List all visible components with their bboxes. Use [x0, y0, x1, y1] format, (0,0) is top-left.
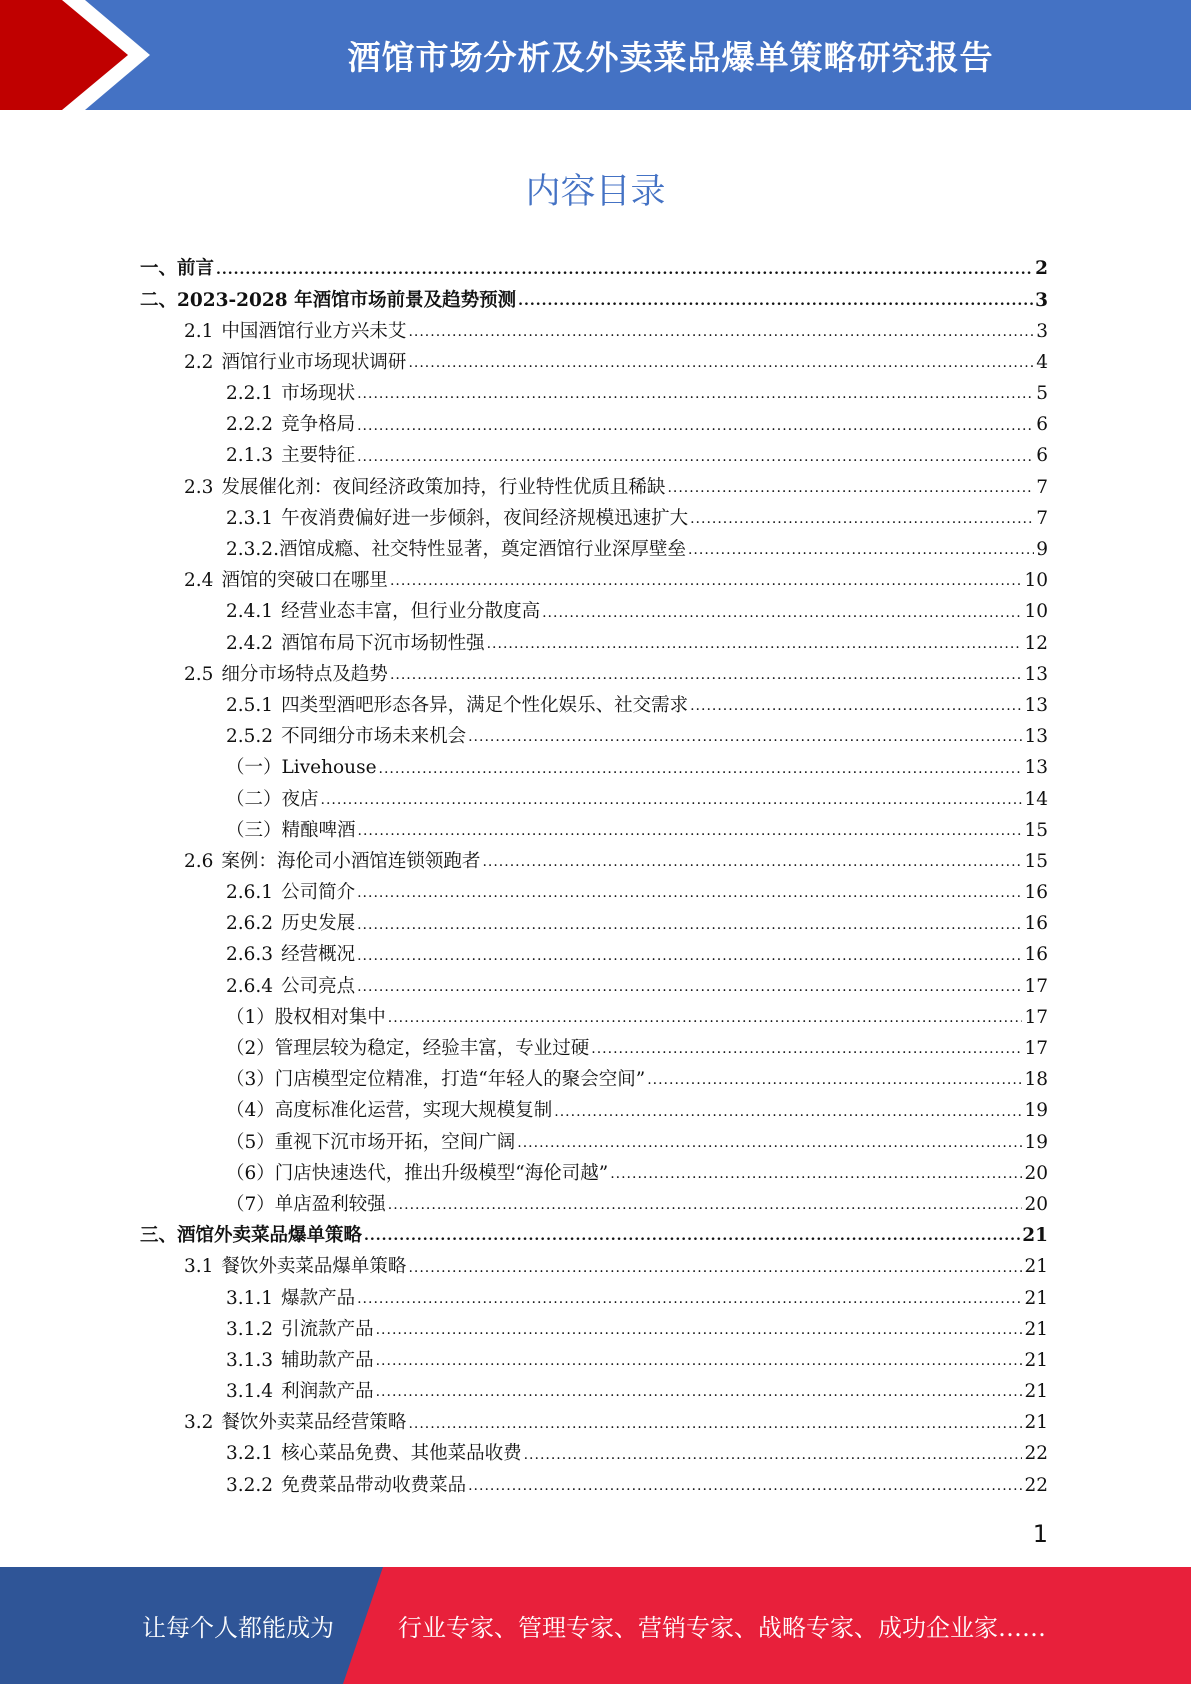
- toc-entry-title: （三）精酿啤酒: [226, 819, 356, 841]
- toc-entry[interactable]: [140, 504, 1048, 535]
- toc-entry-number: 2.3: [184, 476, 214, 498]
- toc-entry-page: 21: [1024, 1287, 1048, 1309]
- toc-entry-page: 19: [1024, 1131, 1048, 1153]
- toc-entry-number: 2.4.1: [226, 601, 274, 623]
- toc-entry[interactable]: [140, 1252, 1048, 1283]
- toc-leader-dots: [364, 1229, 1020, 1243]
- toc-entry-page: 21: [1024, 1318, 1048, 1340]
- toc-entry-title: （一）Livehouse: [226, 757, 377, 779]
- toc-entry-title: 经营概况: [281, 944, 356, 966]
- toc-entry-page: 13: [1024, 757, 1048, 779]
- toc-entry-title: （4）高度标准化运营，实现大规模复制: [226, 1100, 553, 1122]
- toc-entry-title: 市场现状: [281, 383, 356, 405]
- toc-entry-number: 2.2.1: [226, 383, 274, 405]
- toc-entry-title: 辅助款产品: [281, 1349, 374, 1371]
- toc-leader-dots: [357, 387, 1034, 401]
- toc-entry-title: （二）夜店: [226, 788, 319, 810]
- toc-entry[interactable]: [140, 379, 1048, 410]
- toc-leader-dots: [321, 793, 1023, 807]
- toc-entry-page: 3: [1035, 289, 1048, 311]
- toc-entry-title: 2023-2028 年酒馆市场前景及趋势预测: [177, 289, 517, 311]
- toc-entry-title: 餐饮外卖菜品爆单策略: [221, 1256, 407, 1278]
- toc-entry-title: （3）门店模型定位精准，打造“年轻人的聚会空间”: [226, 1069, 646, 1091]
- toc-entry-title: 发展催化剂：夜间经济政策加持，行业特性优质且稀缺: [221, 476, 666, 498]
- toc-entry-page: 21: [1024, 1349, 1048, 1371]
- toc-heading: 内容目录: [525, 172, 666, 212]
- report-title: 酒馆市场分析及外卖菜品爆单策略研究报告: [347, 37, 994, 77]
- toc-entry-page: 10: [1024, 601, 1048, 623]
- toc-entry-title: （5）重视下沉市场开拓，空间广阔: [226, 1131, 516, 1153]
- toc-entry[interactable]: [140, 815, 1048, 846]
- toc-entry[interactable]: [140, 1190, 1048, 1221]
- toc-leader-dots: [591, 1042, 1022, 1056]
- toc-entry[interactable]: [140, 1065, 1048, 1096]
- toc-entry-title: 竞争格局: [281, 414, 356, 436]
- toc-entry-number: 2.1: [184, 320, 214, 342]
- toc-leader-dots: [357, 419, 1034, 433]
- header-banner: [0, 0, 1191, 110]
- toc-entry-number: 二、: [140, 289, 178, 311]
- toc-entry-page: 22: [1024, 1443, 1048, 1465]
- toc-entry-number: 3.2.1: [226, 1443, 274, 1465]
- toc-entry-number: 2.5.2: [226, 726, 274, 748]
- toc-entry-title: 前言: [177, 258, 215, 280]
- toc-entry-page: 4: [1036, 351, 1048, 373]
- toc-leader-dots: [667, 481, 1034, 495]
- toc-entry-page: 2: [1035, 258, 1048, 280]
- toc-leader-dots: [358, 824, 1023, 838]
- toc-entry-title: 经营业态丰富，但行业分散度高: [281, 601, 541, 623]
- toc-leader-dots: [468, 730, 1022, 744]
- toc-leader-dots: [647, 1073, 1022, 1087]
- toc-leader-dots: [518, 294, 1033, 308]
- toc-entry[interactable]: [140, 909, 1048, 940]
- toc-entry[interactable]: [140, 691, 1048, 722]
- toc-entry-number: 三、: [140, 1225, 178, 1247]
- toc-entry-title: 不同细分市场未来机会: [281, 726, 467, 748]
- toc-entry-title: （6）门店快速迭代，推出升级模型“海伦司越”: [226, 1162, 609, 1184]
- toc-leader-dots: [408, 1417, 1022, 1431]
- toc-leader-dots: [388, 1198, 1023, 1212]
- toc-leader-dots: [554, 1105, 1022, 1119]
- toc-entry-page: 7: [1036, 476, 1048, 498]
- toc-leader-dots: [376, 1385, 1023, 1399]
- toc-leader-dots: [517, 1136, 1022, 1150]
- toc-entry[interactable]: [140, 1346, 1048, 1377]
- toc-entry[interactable]: [140, 1003, 1048, 1034]
- toc-leader-dots: [524, 1448, 1023, 1462]
- toc-entry-title: 四类型酒吧形态各异，满足个性化娱乐、社交需求: [281, 694, 689, 716]
- toc-entry-number: 3.2.2: [226, 1474, 274, 1496]
- toc-entry-page: 17: [1024, 1006, 1048, 1028]
- toc-leader-dots: [379, 762, 1023, 776]
- toc-entry-page: 9: [1036, 539, 1048, 561]
- toc-entry-title: 利润款产品: [281, 1381, 374, 1403]
- toc-entry-title: 酒馆外卖菜品爆单策略: [177, 1225, 363, 1247]
- toc-entry-title: （2）管理层较为稳定，经验丰富，专业过硬: [226, 1038, 590, 1060]
- toc-entry[interactable]: [140, 535, 1048, 566]
- toc-entry-page: 3: [1036, 320, 1048, 342]
- toc-entry-title: 历史发展: [281, 913, 356, 935]
- toc-leader-dots: [542, 606, 1022, 620]
- toc-leader-dots: [408, 356, 1034, 370]
- toc-entry-number: 2.4: [184, 570, 214, 592]
- toc-entry-number: 2.2: [184, 351, 214, 373]
- toc-entry-page: 17: [1024, 975, 1048, 997]
- toc-entry[interactable]: [140, 659, 1048, 690]
- footer-slogan-right: 行业专家、管理专家、营销专家、战略专家、成功企业家……: [398, 1614, 1046, 1642]
- toc-leader-dots: [357, 450, 1034, 464]
- toc-entry[interactable]: [140, 566, 1048, 597]
- toc-entry-page: 13: [1024, 694, 1048, 716]
- toc-entry[interactable]: [140, 1096, 1048, 1127]
- toc-entry-page: 20: [1024, 1193, 1048, 1215]
- toc-entry[interactable]: [140, 1158, 1048, 1189]
- toc-entry[interactable]: [140, 1283, 1048, 1314]
- toc-leader-dots: [390, 668, 1023, 682]
- toc-entry[interactable]: [140, 1314, 1048, 1345]
- toc-leader-dots: [388, 1011, 1023, 1025]
- toc-entry-title: 公司简介: [281, 882, 356, 904]
- toc-leader-dots: [690, 699, 1022, 713]
- toc-entry[interactable]: [140, 784, 1048, 815]
- toc-entry-number: 3.1.4: [226, 1381, 274, 1403]
- toc-entry-title: 免费菜品带动收费菜品: [281, 1474, 467, 1496]
- toc-entry[interactable]: [140, 940, 1048, 971]
- toc-entry-page: 15: [1024, 850, 1048, 872]
- toc-entry-page: 19: [1024, 1100, 1048, 1122]
- toc-entry-number: 3.1.1: [226, 1287, 274, 1309]
- toc-entry[interactable]: [140, 348, 1048, 379]
- page-number: 1: [1032, 1520, 1048, 1548]
- toc-entry-page: 18: [1024, 1069, 1048, 1091]
- toc-entry-title: 午夜消费偏好进一步倾斜，夜间经济规模迅速扩大: [281, 507, 689, 529]
- toc-entry[interactable]: [140, 316, 1048, 347]
- toc-leader-dots: [357, 949, 1022, 963]
- table-of-contents: [140, 254, 1048, 1502]
- toc-entry-number: 2.6.2: [226, 913, 274, 935]
- toc-entry-number: 2.2.2: [226, 414, 274, 436]
- toc-entry-page: 21: [1024, 1412, 1048, 1434]
- toc-entry-page: 5: [1036, 383, 1048, 405]
- toc-leader-dots: [390, 574, 1023, 588]
- toc-entry-page: 17: [1024, 1038, 1048, 1060]
- toc-entry[interactable]: [140, 847, 1048, 878]
- toc-entry-page: 21: [1022, 1225, 1048, 1247]
- toc-entry-title: 酒馆的突破口在哪里: [221, 570, 388, 592]
- toc-leader-dots: [487, 637, 1023, 651]
- toc-entry-title: 中国酒馆行业方兴未艾: [221, 320, 407, 342]
- toc-entry[interactable]: [140, 1470, 1048, 1501]
- toc-leader-dots: [357, 886, 1022, 900]
- toc-entry[interactable]: [140, 1439, 1048, 1470]
- toc-entry[interactable]: [140, 722, 1048, 753]
- toc-entry-number: 2.6.1: [226, 882, 274, 904]
- toc-entry[interactable]: [140, 1127, 1048, 1158]
- toc-entry-number: 一、: [140, 258, 178, 280]
- toc-entry-page: 6: [1036, 414, 1048, 436]
- toc-entry-page: 14: [1024, 788, 1048, 810]
- toc-entry-number: 3.1: [184, 1256, 214, 1278]
- toc-leader-dots: [357, 918, 1022, 932]
- toc-leader-dots: [216, 263, 1033, 277]
- toc-entry-title: 酒馆行业市场现状调研: [221, 351, 407, 373]
- toc-entry[interactable]: [140, 878, 1048, 909]
- toc-leader-dots: [408, 1261, 1022, 1275]
- toc-entry-title: （1）股权相对集中: [226, 1006, 386, 1028]
- toc-entry[interactable]: [140, 597, 1048, 628]
- toc-entry-number: 2.3.1: [226, 507, 274, 529]
- toc-entry-page: 21: [1024, 1256, 1048, 1278]
- toc-entry-title: 主要特征: [281, 445, 356, 467]
- toc-entry-number: 2.6: [184, 850, 214, 872]
- toc-entry-number: 2.5.1: [226, 694, 274, 716]
- toc-entry-number: 3.2: [184, 1412, 214, 1434]
- toc-entry-number: 2.6.4: [226, 975, 274, 997]
- toc-entry[interactable]: [140, 1377, 1048, 1408]
- toc-entry-title: 酒馆布局下沉市场韧性强: [281, 632, 485, 654]
- toc-leader-dots: [690, 512, 1034, 526]
- header-arrow-icon: [0, 0, 160, 110]
- footer-slogan-left: 让每个人都能成为: [142, 1614, 334, 1642]
- toc-entry[interactable]: [140, 1221, 1048, 1252]
- toc-entry-page: 6: [1036, 445, 1048, 467]
- toc-entry[interactable]: [140, 285, 1048, 316]
- toc-entry-page: 16: [1024, 913, 1048, 935]
- toc-entry-title: 2.3.2.酒馆成瘾、社交特性显著，奠定酒馆行业深厚壁垒: [226, 539, 686, 561]
- toc-entry[interactable]: [140, 753, 1048, 784]
- toc-entry[interactable]: [140, 1034, 1048, 1065]
- toc-leader-dots: [482, 855, 1022, 869]
- toc-entry-page: 10: [1024, 570, 1048, 592]
- toc-entry-page: 13: [1024, 726, 1048, 748]
- footer-banner: [0, 1567, 1191, 1684]
- toc-entry-page: 20: [1024, 1162, 1048, 1184]
- toc-entry-number: 2.6.3: [226, 944, 274, 966]
- toc-entry-title: 引流款产品: [281, 1318, 374, 1340]
- toc-entry[interactable]: [140, 628, 1048, 659]
- toc-entry[interactable]: [140, 971, 1048, 1002]
- toc-entry-title: 细分市场特点及趋势: [221, 663, 388, 685]
- toc-entry[interactable]: [140, 254, 1048, 285]
- toc-entry[interactable]: [140, 441, 1048, 472]
- toc-entry-number: 2.5: [184, 663, 214, 685]
- toc-leader-dots: [610, 1167, 1022, 1181]
- toc-entry-page: 16: [1024, 944, 1048, 966]
- toc-entry-number: 2.4.2: [226, 632, 274, 654]
- toc-entry-page: 15: [1024, 819, 1048, 841]
- toc-leader-dots: [688, 543, 1034, 557]
- toc-entry-title: 餐饮外卖菜品经营策略: [221, 1412, 407, 1434]
- toc-entry[interactable]: [140, 410, 1048, 441]
- toc-entry-title: （7）单店盈利较强: [226, 1193, 386, 1215]
- toc-entry-page: 13: [1024, 663, 1048, 685]
- toc-entry-page: 7: [1036, 507, 1048, 529]
- toc-entry-title: 爆款产品: [281, 1287, 356, 1309]
- toc-leader-dots: [468, 1479, 1022, 1493]
- toc-entry-page: 21: [1024, 1381, 1048, 1403]
- toc-leader-dots: [357, 980, 1022, 994]
- toc-entry-title: 案例：海伦司小酒馆连锁领跑者: [221, 850, 481, 872]
- toc-entry[interactable]: [140, 472, 1048, 503]
- toc-leader-dots: [357, 1292, 1022, 1306]
- toc-leader-dots: [376, 1354, 1023, 1368]
- toc-entry-number: 3.1.3: [226, 1349, 274, 1371]
- toc-entry-page: 16: [1024, 882, 1048, 904]
- toc-entry-page: 22: [1024, 1474, 1048, 1496]
- toc-entry-title: 公司亮点: [281, 975, 356, 997]
- toc-entry-number: 3.1.2: [226, 1318, 274, 1340]
- toc-entry[interactable]: [140, 1408, 1048, 1439]
- toc-entry-number: 2.1.3: [226, 445, 274, 467]
- toc-entry-title: 核心菜品免费、其他菜品收费: [281, 1443, 522, 1465]
- toc-entry-page: 12: [1024, 632, 1048, 654]
- toc-leader-dots: [376, 1323, 1023, 1337]
- toc-leader-dots: [408, 325, 1034, 339]
